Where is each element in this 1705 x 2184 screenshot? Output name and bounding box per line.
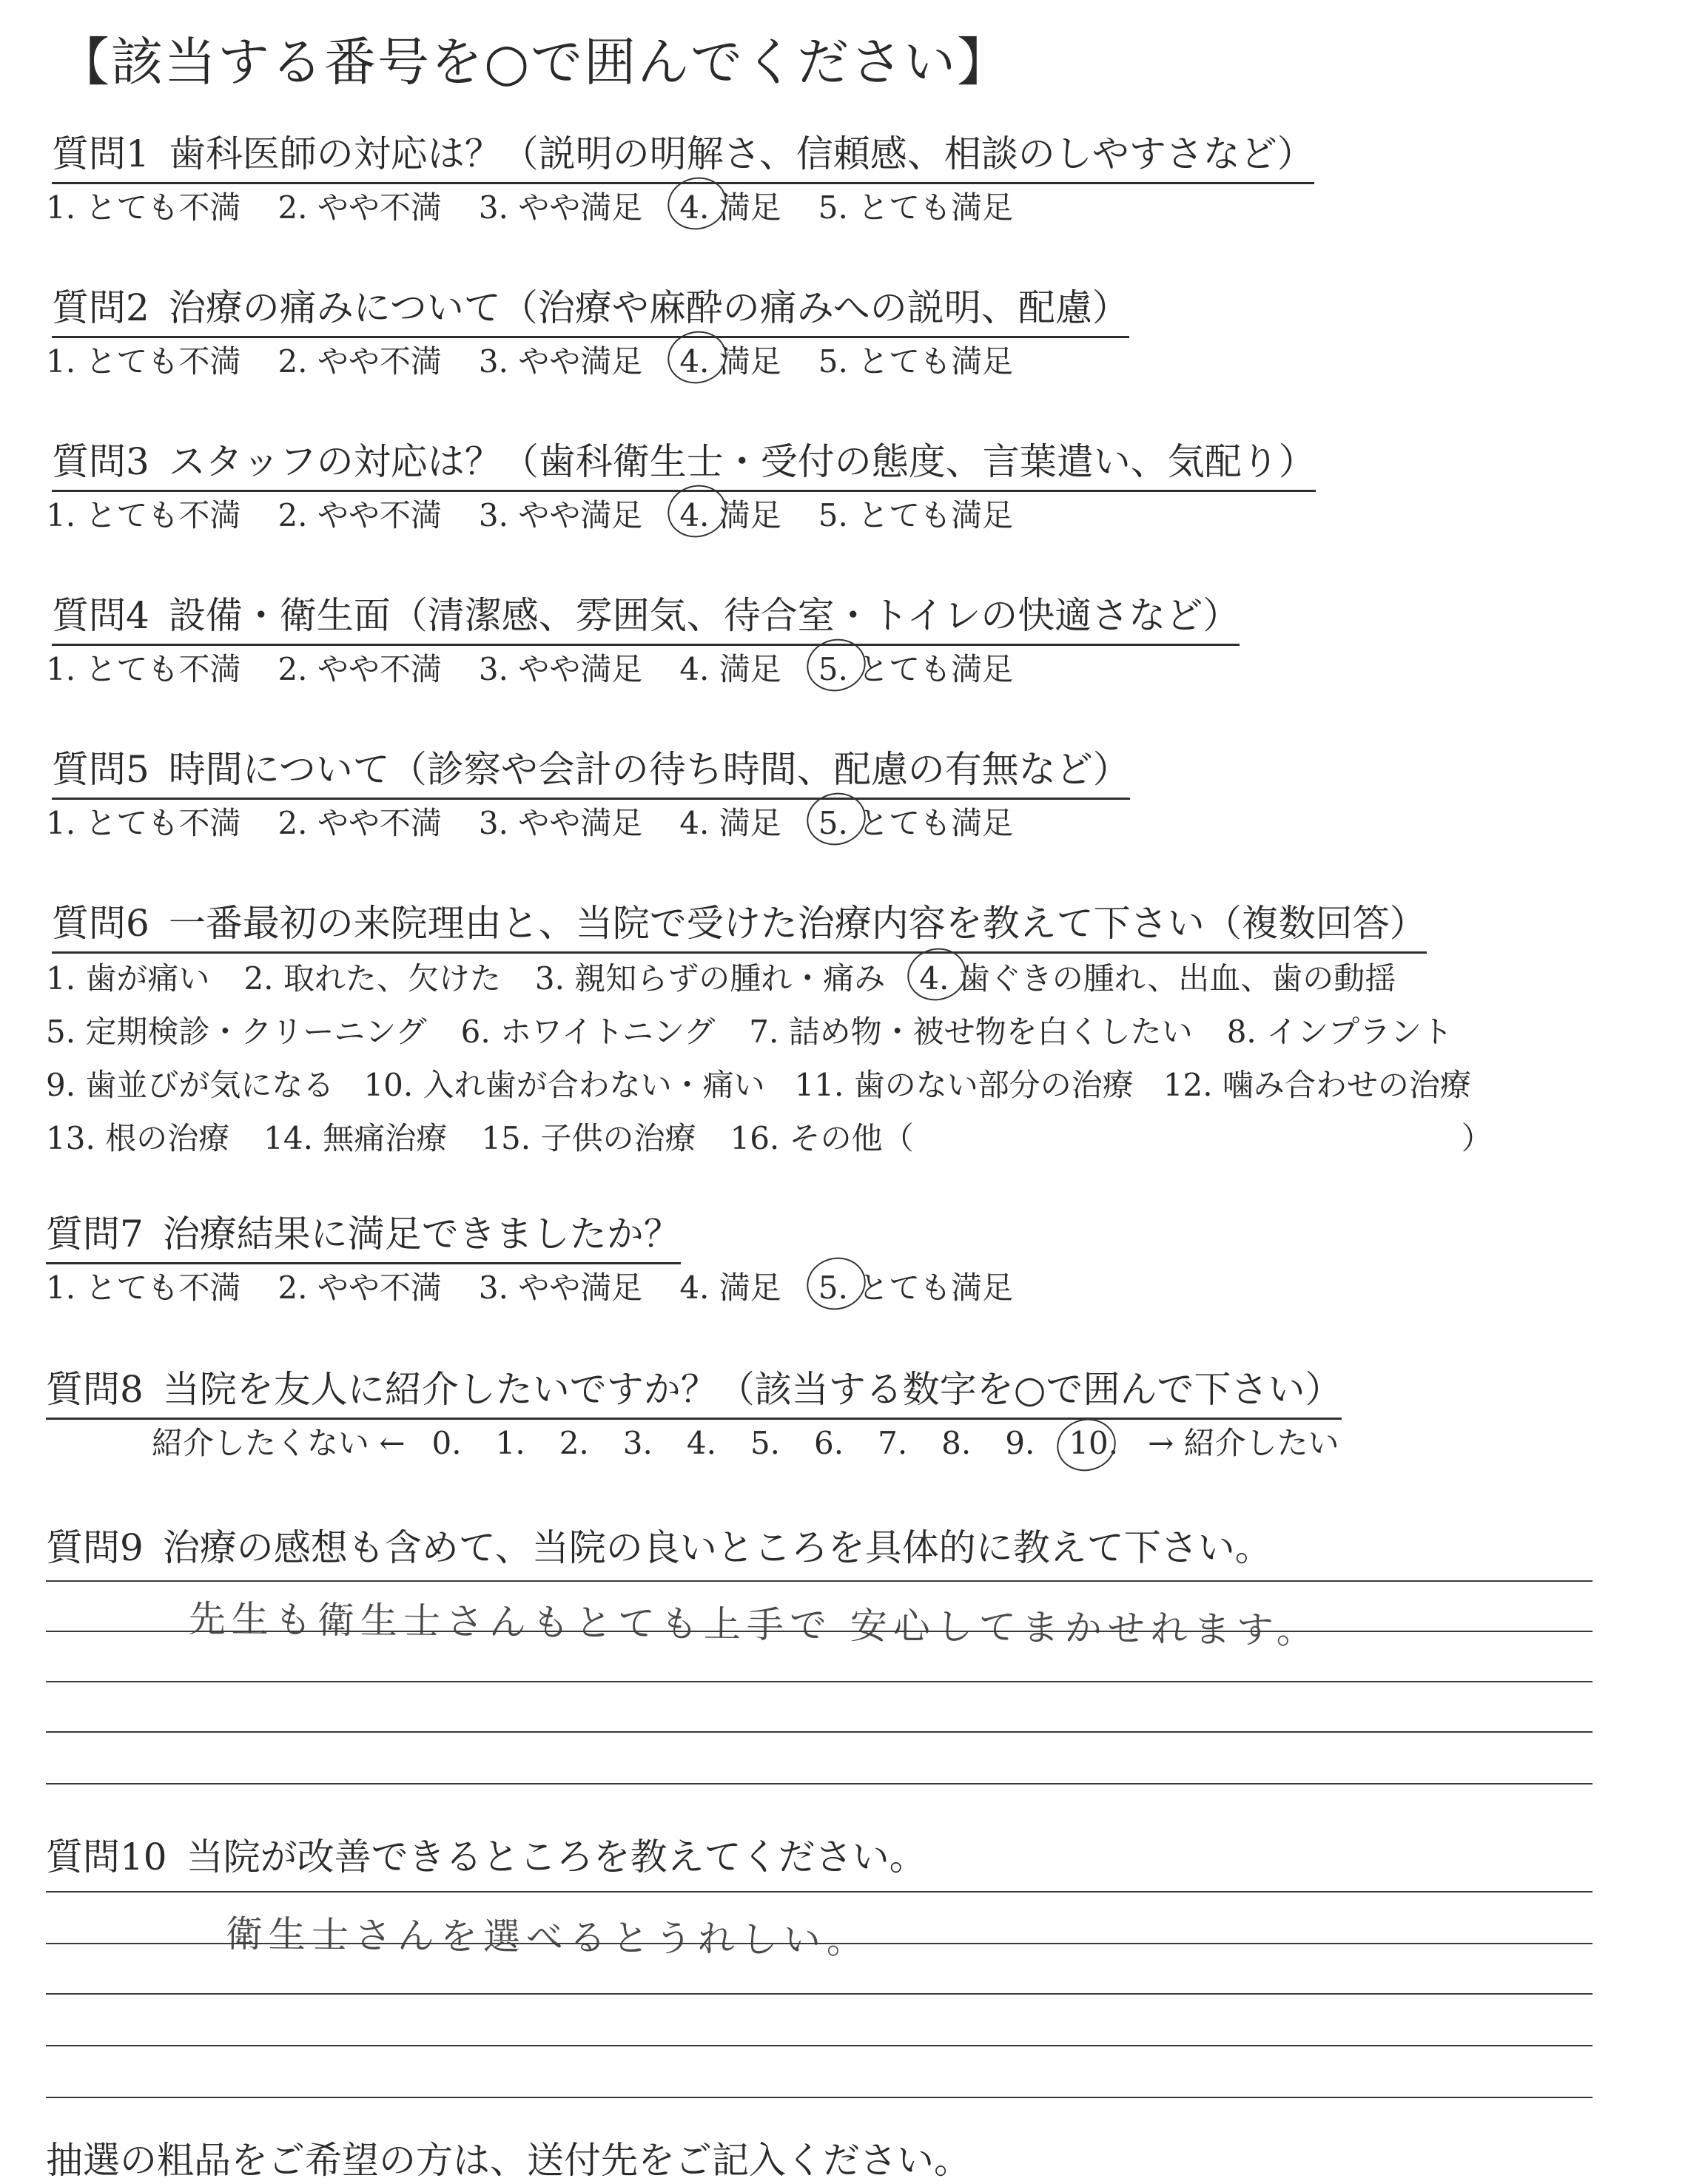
option[interactable]: 3. やや満足: [478, 343, 643, 380]
scale-left-label: 紹介したくない ←: [152, 1425, 406, 1461]
handwritten-answer-9: 先生も衛生士さんもとても上手で 安心してまかせれます。: [188, 1597, 1320, 1652]
handwritten-answer-10: 衛生士さんを選べるとうれしい。: [225, 1912, 870, 1963]
recommend-scale: [152, 1419, 1339, 1463]
answer-line: [46, 2045, 1593, 2046]
scale-option[interactable]: 6.: [814, 1425, 844, 1461]
answer-line: [46, 1681, 1593, 1682]
option[interactable]: 1. 歯が痛い: [46, 960, 210, 997]
option[interactable]: 10. 入れ歯が合わない・痛い: [363, 1067, 765, 1103]
question-label: 質問5: [52, 748, 149, 791]
option[interactable]: 4. 満足: [679, 651, 781, 687]
scale-option[interactable]: 3.: [622, 1425, 653, 1461]
scale-option[interactable]: 7.: [878, 1425, 908, 1461]
option[interactable]: 2. やや不満: [278, 343, 442, 380]
answer-line: [46, 1891, 1593, 1893]
option[interactable]: 1. とても不満: [46, 497, 241, 533]
question-9-heading: [46, 1518, 1272, 1576]
option[interactable]: 7. 詰め物・被せ物を白くしたい: [749, 1014, 1193, 1050]
question-6-options-row-1: [46, 954, 1396, 999]
option-selected[interactable]: 5. とても満足: [818, 1264, 1013, 1308]
question-text: 歯科医師の対応は？（説明の明解さ、信頼感、相談のしやすさなど）: [168, 132, 1314, 175]
question-label: 質問3: [52, 440, 149, 483]
question-label: 質問10: [46, 1836, 167, 1878]
answer-line: [46, 1631, 1593, 1632]
scale-option[interactable]: 8.: [941, 1425, 972, 1461]
question-6-options-row-4: [46, 1114, 1493, 1159]
question-2-options: [46, 337, 1013, 382]
scale-option[interactable]: 4.: [686, 1425, 716, 1461]
option[interactable]: 1. とても不満: [46, 1270, 241, 1306]
question-text: 一番最初の来院理由と、当院で受けた治療内容を教えて下さい（複数回答）: [168, 902, 1427, 945]
scale-right-label: → 紹介したい: [1148, 1425, 1339, 1461]
option-selected[interactable]: 4. 満足: [679, 337, 781, 382]
option[interactable]: 2. やや不満: [278, 497, 442, 533]
question-label: 質問2: [52, 286, 149, 329]
question-6-options-row-3: [46, 1061, 1471, 1105]
option[interactable]: 2. やや不満: [278, 1270, 442, 1306]
answer-line: [46, 1993, 1593, 1995]
option[interactable]: 1. とても不満: [46, 651, 241, 687]
footer-note: 抽選の粗品をご希望の方は、送付先をご記入ください。: [46, 2139, 971, 2182]
option[interactable]: 13. 根の治療: [46, 1120, 230, 1156]
option[interactable]: 1. とても不満: [46, 189, 241, 226]
option-selected[interactable]: 5. とても満足: [818, 799, 1013, 843]
option[interactable]: 2. 取れた、欠けた: [243, 960, 501, 997]
option[interactable]: 9. 歯並びが気になる: [46, 1067, 334, 1103]
question-6-heading: [52, 894, 1427, 954]
question-3-options: [46, 491, 1013, 536]
answer-line: [46, 2097, 1593, 2098]
question-text: 治療の感想も含めて、当院の良いところを具体的に教えて下さい。: [162, 1526, 1272, 1569]
option[interactable]: 12. 噛み合わせの治療: [1163, 1067, 1471, 1103]
scale-option-selected[interactable]: 10.: [1069, 1425, 1119, 1461]
answer-line: [46, 1731, 1593, 1733]
option[interactable]: 3. 親知らずの腫れ・痛み: [534, 960, 886, 997]
option[interactable]: 15. 子供の治療: [481, 1120, 696, 1156]
question-5-heading: [52, 740, 1130, 800]
question-1-options: [46, 183, 1013, 228]
question-7-heading: [46, 1204, 681, 1264]
option[interactable]: 2. やや不満: [278, 189, 442, 226]
option[interactable]: 5. 定期検診・クリーニング: [46, 1014, 427, 1050]
question-2-heading: [52, 278, 1129, 338]
option[interactable]: 3. やや満足: [478, 805, 643, 841]
page-title: 【該当する番号を○で囲んでください】: [58, 32, 1011, 92]
option[interactable]: 11. 歯のない部分の治療: [794, 1067, 1134, 1103]
option[interactable]: 6. ホワイトニング: [460, 1014, 716, 1050]
question-label: 質問6: [52, 902, 149, 945]
option[interactable]: 1. とても不満: [46, 343, 241, 380]
question-label: 質問9: [46, 1526, 144, 1569]
scale-option[interactable]: 2.: [559, 1425, 589, 1461]
question-text: 時間について（診察や会計の待ち時間、配慮の有無など）: [168, 748, 1130, 791]
answer-line: [46, 1783, 1593, 1784]
option-selected[interactable]: 4. 歯ぐきの腫れ、出血、歯の動揺: [919, 954, 1396, 999]
option[interactable]: 5. とても満足: [818, 497, 1014, 533]
question-label: 質問1: [52, 132, 149, 175]
question-7-options: [46, 1264, 1013, 1308]
scale-option[interactable]: 1.: [495, 1425, 525, 1461]
question-text: 当院が改善できるところを教えてください。: [186, 1836, 927, 1878]
option[interactable]: 3. やや満足: [478, 497, 643, 533]
question-text: スタッフの対応は？（歯科衛生士・受付の態度、言葉遣い、気配り）: [168, 440, 1316, 483]
question-text: 治療結果に満足できましたか？: [162, 1213, 681, 1256]
question-label: 質問8: [46, 1368, 144, 1411]
option-selected[interactable]: 5. とても満足: [818, 645, 1013, 690]
option[interactable]: 8. インプラント: [1226, 1014, 1453, 1050]
question-1-heading: [52, 124, 1314, 184]
question-label: 質問7: [46, 1213, 144, 1256]
scale-option[interactable]: 9.: [1005, 1425, 1035, 1461]
option[interactable]: 5. とても満足: [818, 189, 1014, 226]
question-4-options: [46, 645, 1013, 690]
question-text: 当院を友人に紹介したいですか？（該当する数字を○で囲んで下さい）: [162, 1368, 1342, 1411]
question-4-heading: [52, 586, 1240, 646]
option[interactable]: 4. 満足: [679, 805, 781, 841]
question-label: 質問4: [52, 594, 149, 637]
option[interactable]: 3. やや満足: [478, 651, 643, 687]
option[interactable]: 3. やや満足: [478, 189, 643, 226]
scale-option[interactable]: 0.: [431, 1425, 462, 1461]
option-selected[interactable]: 4. 満足: [679, 183, 781, 228]
option-selected[interactable]: 4. 満足: [679, 491, 781, 536]
scale-option[interactable]: 5.: [750, 1425, 781, 1461]
option[interactable]: 4. 満足: [679, 1270, 781, 1306]
option[interactable]: 2. やや不満: [278, 805, 442, 841]
option[interactable]: 2. やや不満: [278, 651, 442, 687]
question-6-options-row-2: [46, 1008, 1453, 1052]
question-text: 設備・衛生面（清潔感、雰囲気、待合室・トイレの快適さなど）: [168, 594, 1240, 637]
option[interactable]: 14. 無痛治療: [263, 1120, 448, 1156]
option[interactable]: 5. とても満足: [818, 343, 1014, 380]
option[interactable]: 1. とても不満: [46, 805, 241, 841]
answer-line: [46, 1943, 1593, 1944]
question-3-heading: [52, 432, 1316, 492]
option[interactable]: 16. その他（: [730, 1120, 914, 1156]
option[interactable]: 3. やや満足: [478, 1270, 643, 1306]
question-8-heading: [46, 1360, 1342, 1420]
option-close-paren: ）: [1461, 1120, 1493, 1156]
question-text: 治療の痛みについて（治療や麻酔の痛みへの説明、配慮）: [168, 286, 1129, 329]
question-10-heading: [46, 1827, 927, 1885]
question-5-options: [46, 799, 1013, 843]
answer-line: [46, 1580, 1593, 1582]
